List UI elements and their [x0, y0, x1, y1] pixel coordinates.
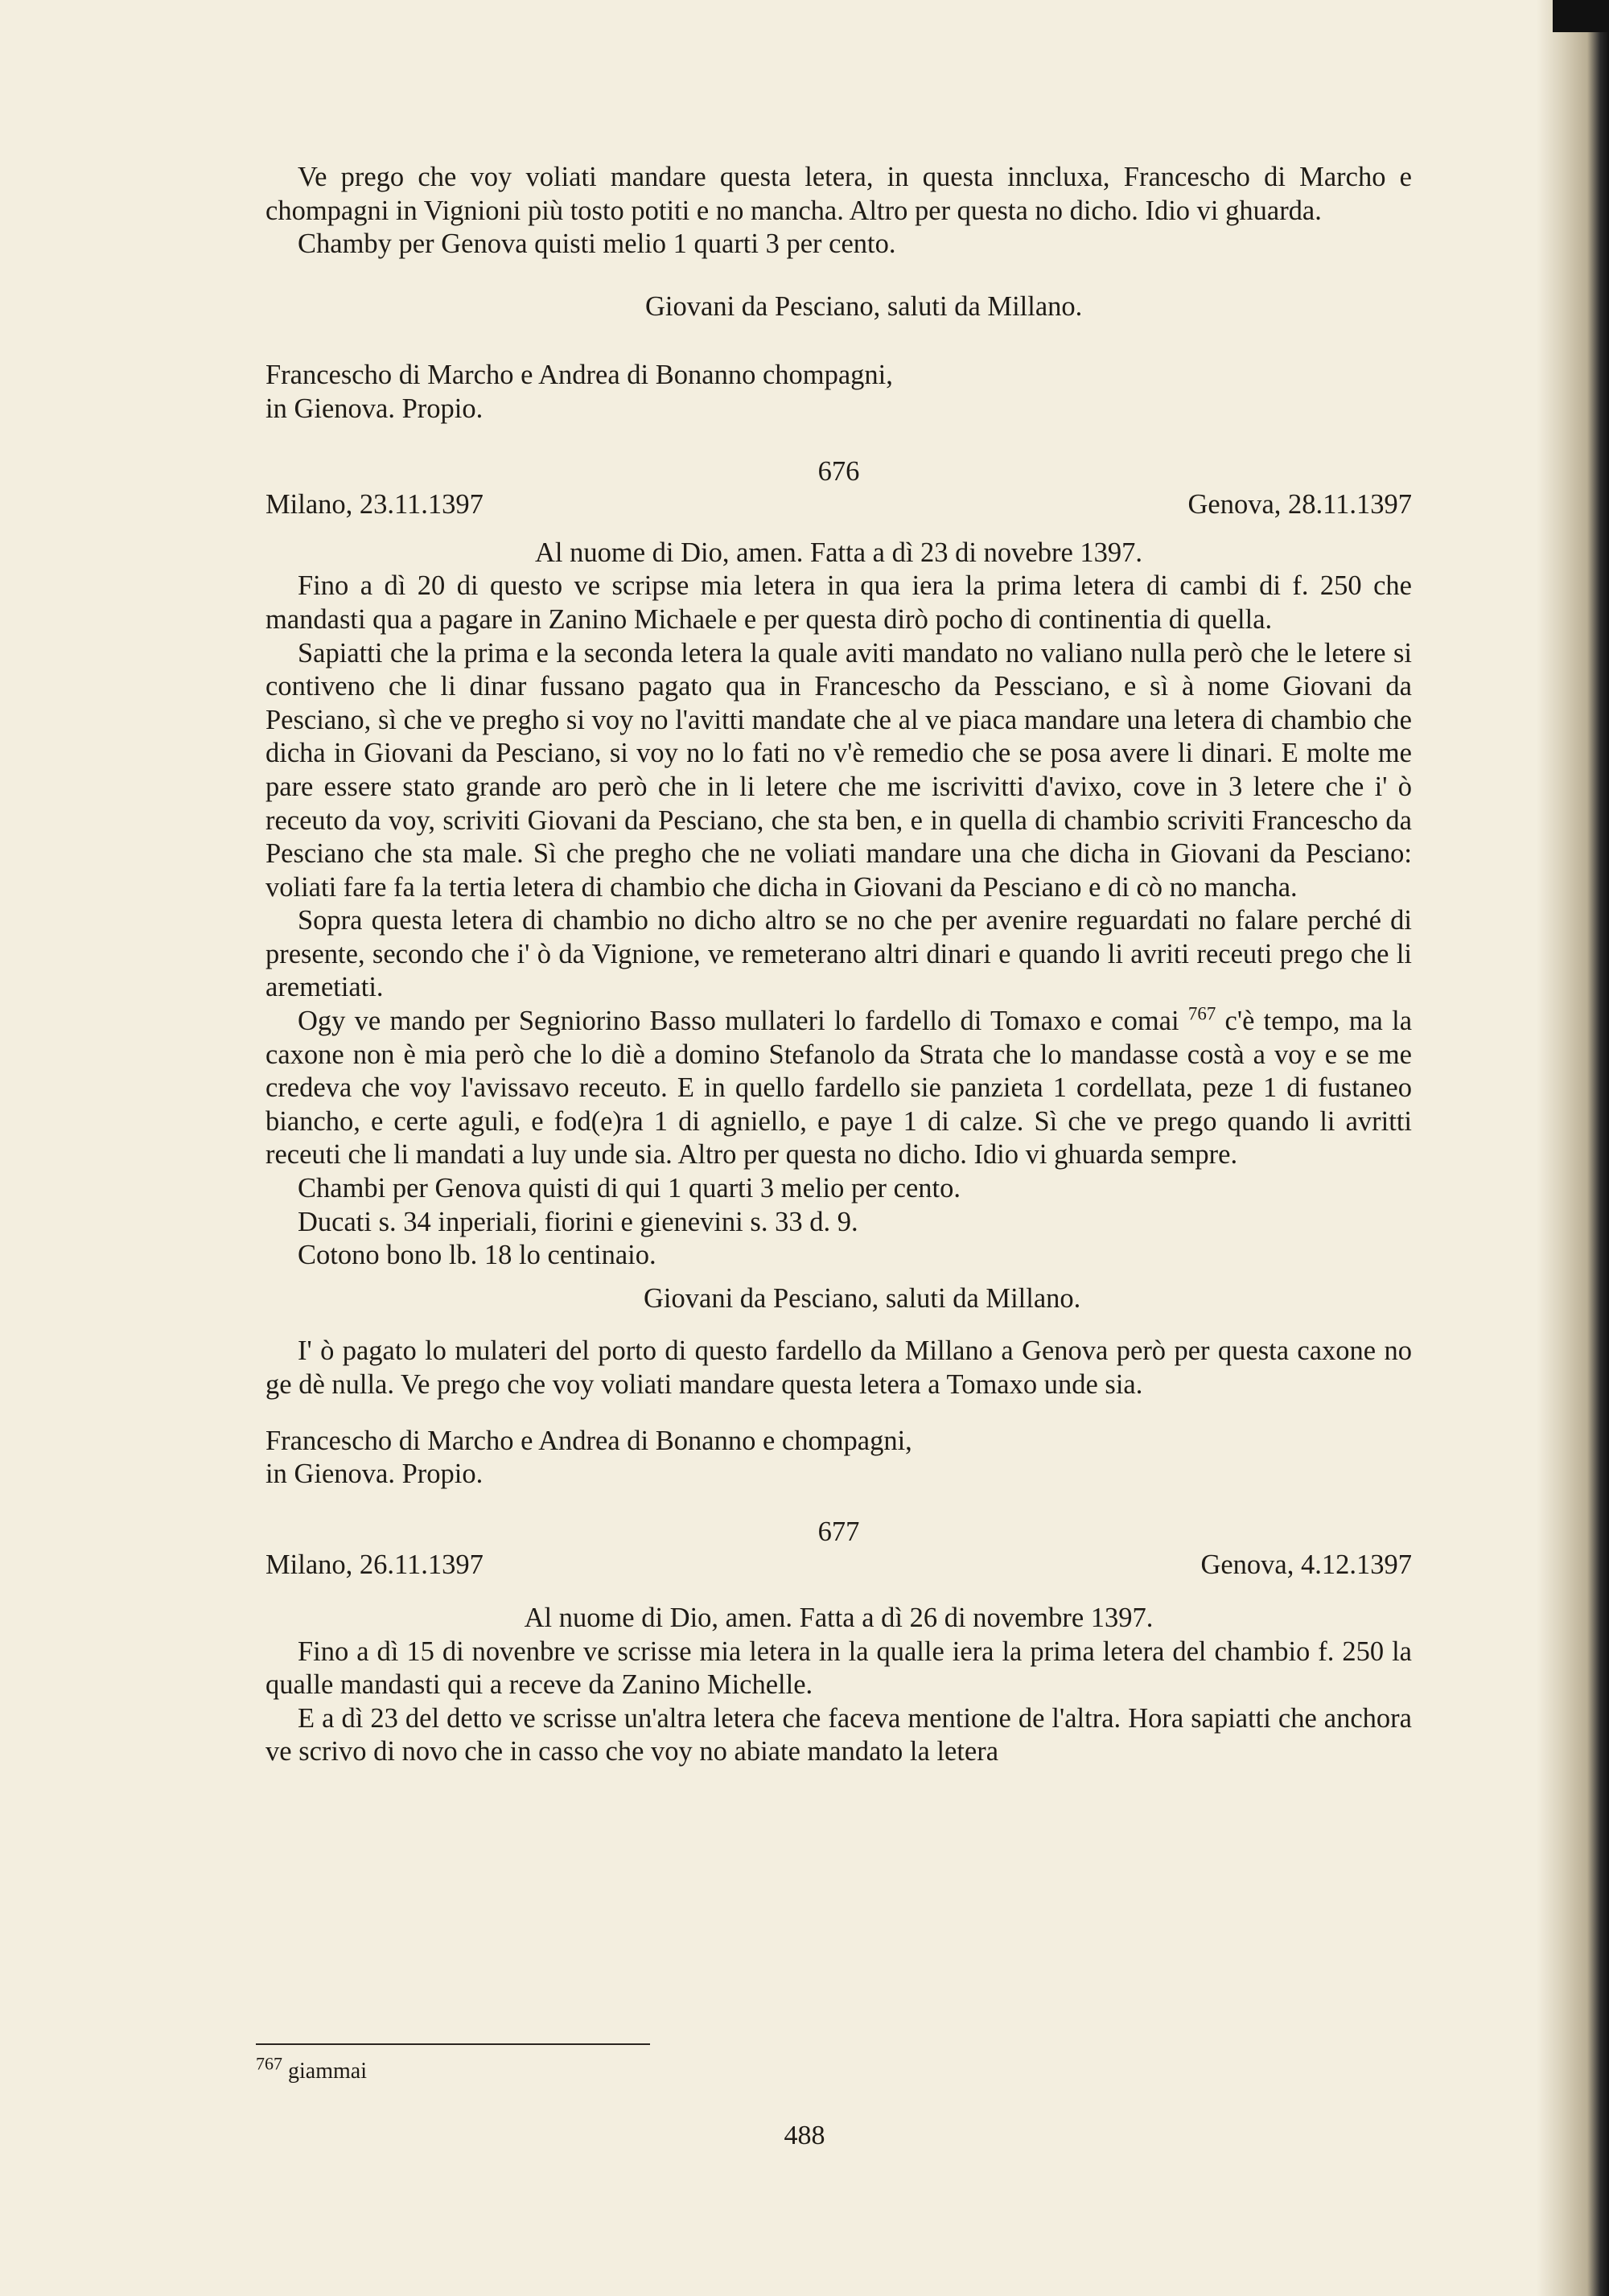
- letter-destination: Genova, 28.11.1397: [1187, 489, 1412, 521]
- address-line: Francescho di Marcho e Andrea di Bonanno e chompagni,: [265, 1425, 912, 1456]
- exchange-rate-line: Ducati s. 34 inperiali, fiorini e gienevini s. 33 d. 9.: [298, 1206, 858, 1237]
- paragraph: Fino a dì 15 di novenbre ve scrisse mia letera in la qualle iera la prima letera del chambio f. 250 la qualle mandasti qui a receve da Zanino Michelle.: [265, 1636, 1412, 1701]
- paragraph: Sapiatti che la prima e la seconda letera la quale aviti mandato no valiano nulla però che le letere si contiveno che li dinar fussano pagato qua in Francescho da Pessciano, e sì à nome Giovani da Pesciano, sì che ve pregho si voy no l'avitti mandate che al ve piaca mandare una letera di chambio che dicha in Giovani da Pesciano, si voy no lo fati no v'è remedio che se posa avere li dinari. E molte me pare essere stato grande aro però che in li letere che me iscrivitti d'avixo, cove in 3 letere che i' ò receuto da voy, scriviti Giovani da Pesciano, che sta ben, e in quella di chambio scriviti Francescho da Pesciano che sta male. Sì che pregho che ne voliati mandare una che dicha in Giovani da Pesciano: voliati fare fa la tertia letera di chambio che dicha in Giovani da Pesciano e di cò no mancha.: [265, 637, 1412, 903]
- paragraph: [265, 1005, 1412, 1172]
- exchange-rate-line: Chambi per Genova quisti di qui 1 quarti 3 melio per cento.: [298, 1173, 961, 1204]
- footnote: [256, 2053, 367, 2085]
- postscript: I' ò pagato lo mulateri del porto di questo fardello da Millano a Genova però per questa caxone no ge dè nulla. Ve prego che voy voliati mandare questa letera a Tomaxo unde sia.: [265, 1335, 1412, 1400]
- letter-opening: Al nuome di Dio, amen. Fatta a dì 26 di novembre 1397.: [524, 1602, 1154, 1633]
- book-gutter-shadow: [1537, 0, 1609, 2296]
- letter-number: 677: [817, 1516, 860, 1547]
- signature: Giovani da Pesciano, saluti da Millano.: [644, 1282, 1081, 1314]
- address-line: Francescho di Marcho e Andrea di Bonanno chompagni,: [265, 360, 893, 391]
- book-edge: [1553, 0, 1609, 32]
- address-line: in Gienova. Propio.: [265, 1459, 484, 1490]
- letter-header: [265, 1549, 1412, 1582]
- address-line: in Gienova. Propio.: [265, 393, 484, 424]
- footnote-number: 767: [256, 2053, 282, 2074]
- paragraph-text: Ogy ve mando per Segniorino Basso mullateri lo fardello di Tomaxo e comai: [298, 1006, 1188, 1037]
- letter-opening: Al nuome di Dio, amen. Fatta a dì 23 di novebre 1397.: [534, 537, 1143, 568]
- letter-destination: Genova, 4.12.1397: [1200, 1549, 1412, 1581]
- letter-header: [265, 488, 1412, 522]
- footnote-ref: 767: [1187, 1003, 1216, 1024]
- page-number: 488: [784, 2121, 825, 2150]
- paragraph: Chamby per Genova quisti melio 1 quarti 3 per cento.: [298, 228, 896, 260]
- signature: Giovani da Pesciano, saluti da Millano.: [645, 290, 1083, 322]
- footnote-rule: [256, 2043, 650, 2045]
- paragraph: Sopra questa letera di chambio no dicho altro se no che per avenire reguardati no falare perché di presente, secondo che i' ò da Vignione, ve remeterano altri dinari e quando li avriti receuti prego che li aremetiati.: [265, 905, 1412, 1003]
- page-body: [265, 161, 1412, 1769]
- letter-origin: Milano, 26.11.1397: [265, 1549, 484, 1581]
- paragraph: Fino a dì 20 di questo ve scripse mia letera in qua iera la prima letera di cambi di f. 250 che mandasti qua a pagare in Zanino Michaele e per questa dirò pocho di continentia di quella.: [265, 570, 1412, 635]
- price-line: Cotono bono lb. 18 lo centinaio.: [298, 1240, 656, 1271]
- paragraph: Ve prego che voy voliati mandare questa letera, in questa inncluxa, Francescho di Marcho e chompagni in Vignioni più tosto potiti e no mancha. Altro per questa no dicho. Idio vi ghuarda.: [265, 162, 1412, 226]
- footnote-text: giammai: [288, 2059, 367, 2084]
- letter-number: 676: [817, 455, 860, 487]
- paragraph-text: c'è tempo, ma la caxone non è mia però che lo diè a domino Stefanolo da Strata che lo mandasse costà a voy e se me credeva che voy l'avissavo receuto. E in quello fardello sie panzieta 1 cordellata, peze 1 di fustaneo biancho, e certe aguli, e fod(e)ra 1 di agniello, e paye 1 di calze. Sì che ve prego quando li avritti receuti che li mandati a luy unde sia. Altro per questa no dicho. Idio vi ghuarda sempre.: [265, 1006, 1413, 1171]
- paragraph: E a dì 23 del detto ve scrisse un'altra letera che faceva mentione de l'altra. Hora sapiatti che anchora ve scrivo di novo che in casso che voy no abiate mandato la letera: [265, 1702, 1412, 1767]
- letter-origin: Milano, 23.11.1397: [265, 489, 484, 521]
